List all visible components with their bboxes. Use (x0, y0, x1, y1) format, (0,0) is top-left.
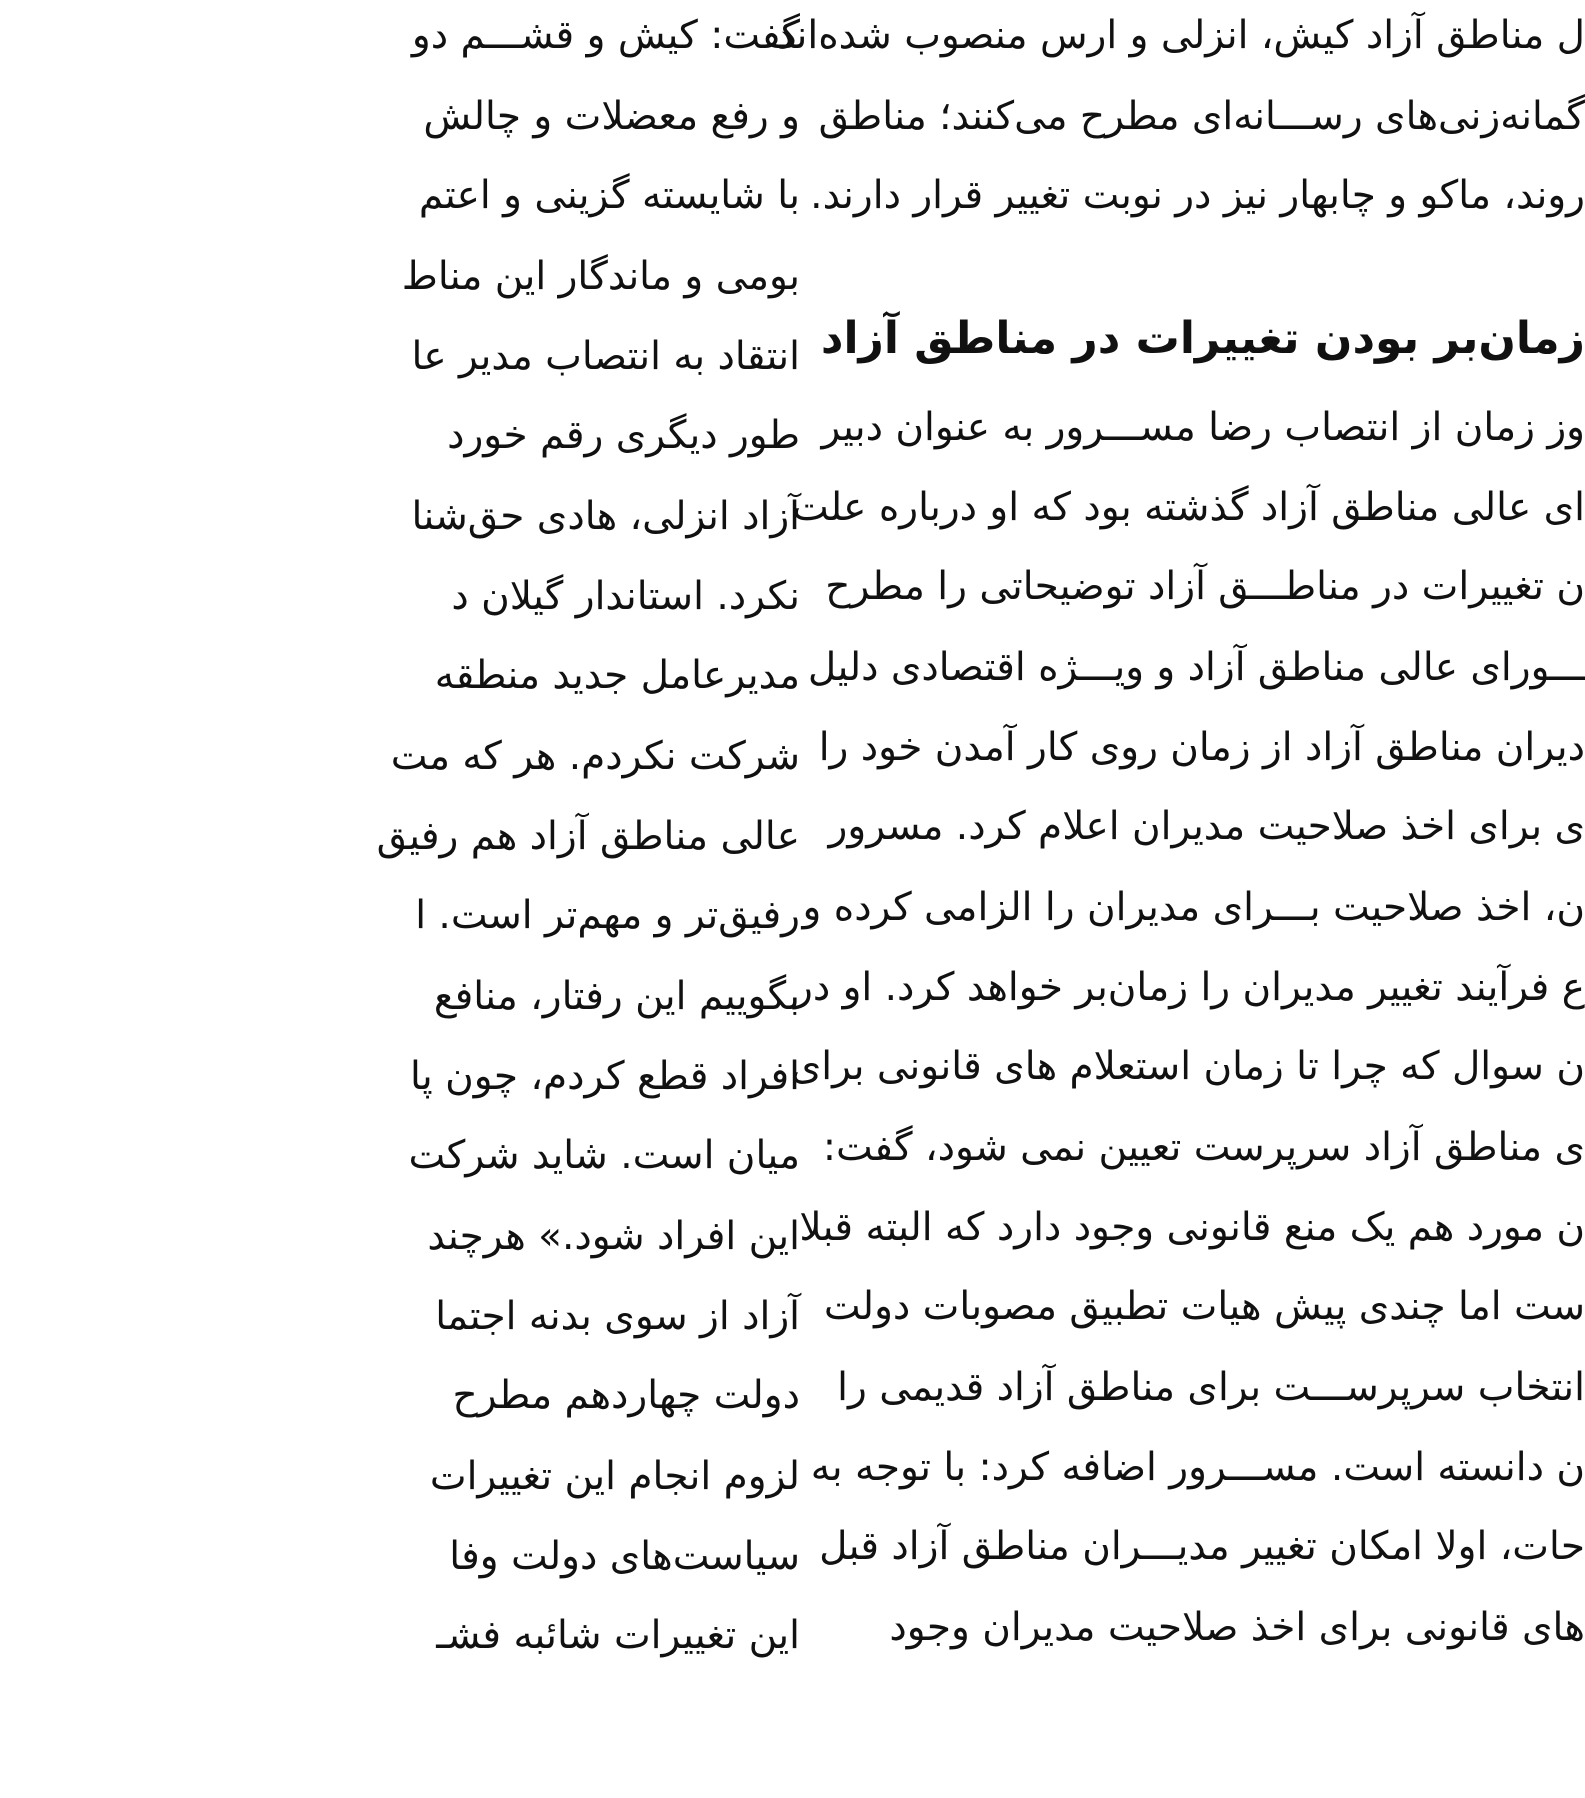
text-line: این تغییرات شائبه فشـ (436, 1613, 800, 1658)
text-line: طور دیگری رقم خورد (447, 413, 800, 458)
text-line: ن سوال که چرا تا زمان استعلام های قانونی برای (790, 1044, 1585, 1089)
text-line: سیاست‌های دولت وفا (449, 1534, 800, 1579)
text-line: میان است. شاید شرکت (408, 1133, 800, 1178)
text-line: و رفع معضلات و چالش (423, 94, 800, 139)
text-line: بومی و ماندگار این مناط (401, 254, 800, 299)
text-line: حات، اولا امکان تغییر مدیـــران مناطق آزاد قبل (819, 1524, 1585, 1569)
text-line: ـــورای عالی مناطق آزاد و ویـــژه اقتصادی دلیل (807, 645, 1585, 690)
text-line: گمانه‌زنی‌های رســـانه‌ای مطرح می‌کنند؛ مناطق (818, 94, 1585, 139)
text-line: روند، ماکو و چابهار نیز در نوبت تغییر قرار دارند. (810, 173, 1585, 218)
text-line: گفت: کیش و قشـــم دو (411, 13, 800, 58)
text-line: انتخاب سرپرســـت برای مناطق آزاد قدیمی را (837, 1365, 1585, 1410)
text-line: آزاد از سوی بدنه اجتما (435, 1294, 800, 1339)
text-line: وز زمان از انتصاب رضا مســـرور به عنوان دبیر (821, 405, 1585, 450)
section-heading: زمان‌بر بودن تغییرات در مناطق آزاد (820, 313, 1585, 364)
text-line: افراد قطع کردم، چون پا (410, 1054, 800, 1099)
text-line: بگوییم این رفتار، منافع (433, 974, 800, 1019)
text-line: شرکت نکردم. هر که مت (390, 734, 800, 779)
text-line: عالی مناطق آزاد هم رفیق (376, 814, 800, 859)
text-line: با شایسته گزینی و اعتم (418, 173, 800, 218)
text-line: مدیرعامل جدید منطقه (434, 653, 800, 698)
text-line: ست اما چندی پیش هیات تطبیق مصوبات دولت (823, 1284, 1585, 1329)
text-line: نکرد. استاندار گیلان د (451, 574, 800, 619)
text-line: ن مورد هم یک منع قانونی وجود دارد که البته قبلا (799, 1205, 1585, 1250)
text-line: رفیق‌تر و مهم‌تر است. ا (415, 893, 800, 938)
text-line: دیران مناطق آزاد از زمان روی کار آمدن خود را (818, 725, 1585, 770)
text-line: های قانونی برای اخذ صلاحیت مدیران وجود (889, 1605, 1585, 1650)
text-line: انتقاد به انتصاب مدیر عا (411, 334, 800, 379)
text-line: دولت چهاردهم مطرح (452, 1373, 800, 1418)
text-line: ای عالی مناطق آزاد گذشته بود که او درباره علت (791, 485, 1585, 530)
text-line: ل مناطق آزاد کیش، انزلی و ارس منصوب شده‌اند (776, 13, 1585, 58)
text-line: ن، اخذ صلاحیت بـــرای مدیران را الزامی کرده و (802, 885, 1585, 930)
text-line: ن تغییرات در مناطـــق آزاد توضیحاتی را مطرح (825, 564, 1585, 609)
text-line: ی مناطق آزاد سرپرست تعیین نمی شود، گفت: (822, 1125, 1585, 1170)
text-line: ی برای اخذ صلاحیت مدیران اعلام کرد. مسرور (828, 804, 1585, 849)
text-line: آزاد انزلی، هادی حق‌شنا (411, 494, 800, 539)
text-line: ع فرآیند تغییر مدیران را زمان‌بر خواهد کرد. او در (793, 965, 1585, 1010)
text-line: ن دانسته است. مســـرور اضافه کرد: با توجه به (810, 1445, 1585, 1490)
text-line: لزوم انجام این تغییرات (429, 1454, 800, 1499)
text-line: این افراد شود.» هرچند (427, 1214, 800, 1259)
